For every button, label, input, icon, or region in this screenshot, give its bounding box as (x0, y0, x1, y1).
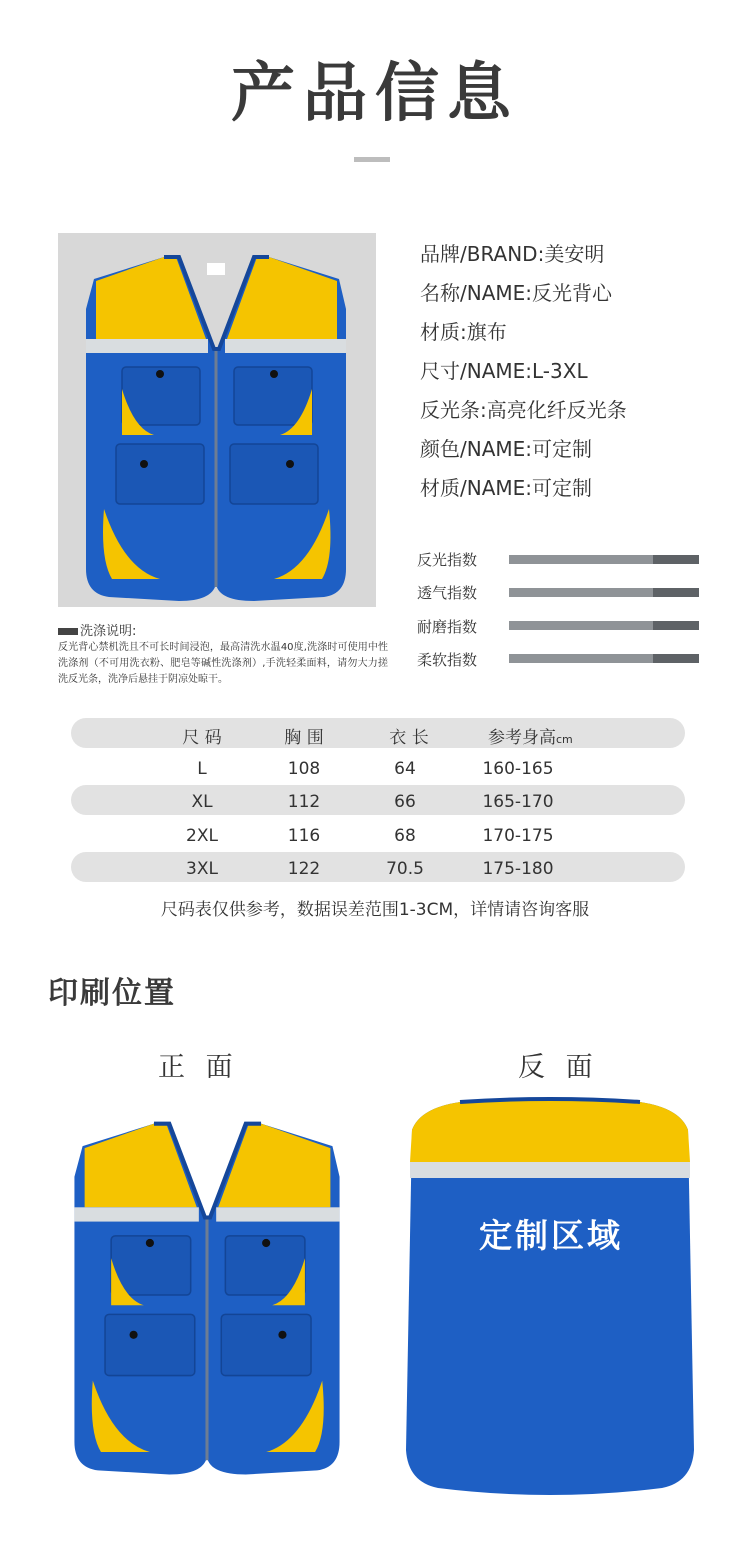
spec-brand: 品牌/BRAND:美安明 (420, 242, 605, 266)
spec-reflective: 反光条:高亮化纤反光条 (420, 398, 627, 422)
index-bar-soft (509, 654, 699, 663)
index-fill (509, 555, 653, 564)
page-title: 产品信息 (231, 57, 519, 131)
table-cell: 122 (287, 859, 321, 879)
size-note: 尺码表仅供参考，数据误差范围1-3CM，详情请咨询客服 (160, 900, 590, 920)
index-label-soft: 柔软指数 (417, 651, 478, 669)
table-header (488, 723, 573, 748)
spec-material: 材质:旗布 (420, 320, 507, 344)
table-header-height: 参考身高 (488, 728, 556, 748)
product-photo (58, 233, 376, 607)
index-fill (509, 588, 653, 597)
print-section-title: 印刷位置 (48, 976, 176, 1011)
index-bar-wear (509, 621, 699, 630)
spec-size: 尺寸/NAME:L-3XL (420, 359, 588, 383)
index-fill (509, 654, 653, 663)
table-header: 衣 长 (389, 728, 429, 748)
table-cell: 64 (394, 759, 416, 779)
custom-area-text: 定制区域 (479, 1216, 623, 1255)
index-bar-reflective (509, 555, 699, 564)
vest-front-image (58, 233, 376, 607)
index-fill (509, 621, 653, 630)
index-label-reflective: 反光指数 (417, 551, 478, 569)
spec-name: 名称/NAME:反光背心 (420, 281, 613, 305)
index-label-wear: 耐磨指数 (417, 618, 478, 636)
back-label: 反 面 (518, 1052, 599, 1083)
table-cell: 160-165 (482, 759, 554, 779)
table-header: 尺 码 (182, 728, 222, 748)
table-cell: 165-170 (482, 792, 554, 812)
table-cell: 112 (287, 792, 321, 812)
front-label: 正 面 (158, 1052, 239, 1083)
table-cell: XL (191, 792, 213, 812)
table-unit: cm (556, 733, 573, 746)
table-cell: 116 (287, 826, 321, 846)
index-label-breathable: 透气指数 (417, 584, 478, 602)
spec-material-custom: 材质/NAME:可定制 (420, 476, 593, 500)
table-cell: L (197, 759, 207, 779)
table-cell: 70.5 (386, 859, 424, 879)
index-bar-breathable (509, 588, 699, 597)
wash-text: 反光背心禁机洗且不可长时间浸泡，最高清洗水温40度,洗涤时可使用中性洗涤剂（不可用洗衣粉、肥皂等碱性洗涤剂）,手洗轻柔面料，请勿大力搓洗反光条，洗净后悬挂于阴凉处晾干。 (58, 642, 388, 685)
wash-heading (58, 620, 136, 639)
spec-color: 颜色/NAME:可定制 (420, 437, 593, 461)
table-cell: 175-180 (482, 859, 554, 879)
table-header: 胸 围 (284, 728, 324, 748)
table-cell: 108 (287, 759, 321, 779)
vest-back-print-image (400, 1090, 700, 1502)
table-cell: 3XL (186, 859, 218, 879)
title-divider (354, 157, 390, 162)
table-cell: 68 (394, 826, 416, 846)
square-bullet-icon (58, 628, 78, 635)
table-cell: 66 (394, 792, 416, 812)
table-cell: 170-175 (482, 826, 554, 846)
vest-front-print-image (52, 1090, 362, 1500)
table-cell: 2XL (186, 826, 218, 846)
wash-heading-text: 洗涤说明: (80, 624, 137, 639)
